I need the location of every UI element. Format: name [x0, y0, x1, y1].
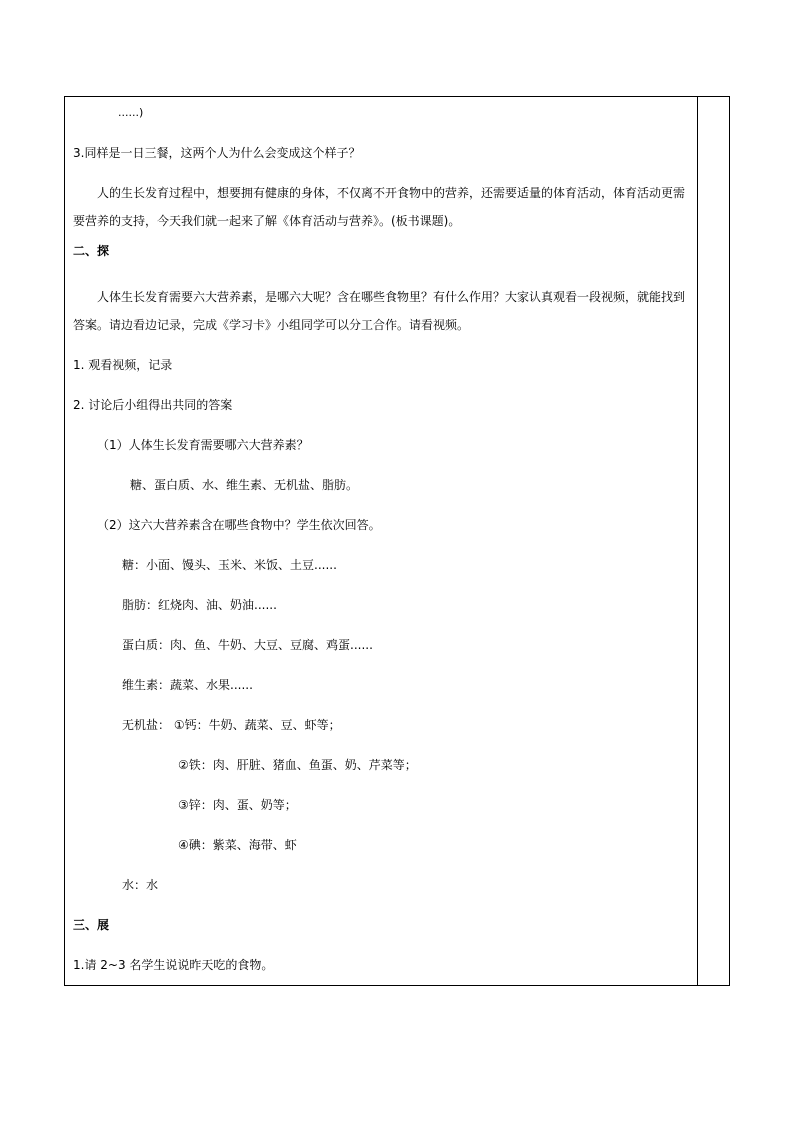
intro-paragraph-line-1: 人的生长发育过程中，想要拥有健康的身体，不仅离不开食物中的营养，还需要适量的体育活动，体育活动更需	[97, 186, 686, 200]
explore-paragraph-line-1: 人体生长发育需要六大营养素，是哪六大呢？含在哪些食物里？有什么作用？大家认真观看一段视频，就能找到	[97, 290, 686, 304]
answer-nutrients: 糖、蛋白质、水、维生素、无机盐、脂肪。	[130, 478, 359, 492]
step-2: 2. 讨论后小组得出共同的答案	[73, 398, 233, 412]
mineral-iodine: ④碘：紫菜、海带、虾	[178, 838, 297, 852]
protein-foods: 蛋白质：肉、鱼、牛奶、大豆、豆腐、鸡蛋......	[122, 638, 373, 652]
explore-paragraph-line-2: 答案。请边看边记录，完成《学习卡》小组同学可以分工合作。请看视频。	[73, 318, 470, 332]
section-3-heading: 三、展	[73, 918, 110, 932]
section-2-heading: 二、探	[73, 244, 110, 258]
mineral-zinc: ③锌：肉、蛋、奶等；	[178, 798, 297, 812]
sub-question-1: （1）人体生长发育需要哪六大营养素？	[97, 438, 309, 452]
show-item-1: 1.请 2~3 名学生说说昨天吃的食物。	[73, 958, 274, 972]
sub-question-2: （2）这六大营养素含在哪些食物中？学生依次回答。	[97, 518, 381, 532]
lesson-table	[64, 96, 730, 986]
intro-paragraph-line-2: 要营养的支持，今天我们就一起来了解《体育活动与营养》。(板书课题)。	[73, 214, 461, 228]
fat-foods: 脂肪：红烧肉、油、奶油......	[122, 598, 277, 612]
sugar-foods: 糖：小面、馒头、玉米、米饭、土豆......	[122, 558, 337, 572]
question-3: 3.同样是一日三餐，这两个人为什么会变成这个样子？	[73, 146, 361, 160]
table-column-divider	[697, 97, 698, 985]
step-1: 1. 观看视频，记录	[73, 358, 173, 372]
ellipsis-close: ......)	[118, 106, 144, 119]
water-foods: 水：水	[122, 878, 159, 892]
vitamin-foods: 维生素：蔬菜、水果......	[122, 678, 253, 692]
mineral-calcium: 无机盐： ①钙：牛奶、蔬菜、豆、虾等；	[122, 718, 341, 732]
mineral-iron: ②铁：肉、肝脏、猪血、鱼蛋、奶、芹菜等；	[178, 758, 417, 772]
